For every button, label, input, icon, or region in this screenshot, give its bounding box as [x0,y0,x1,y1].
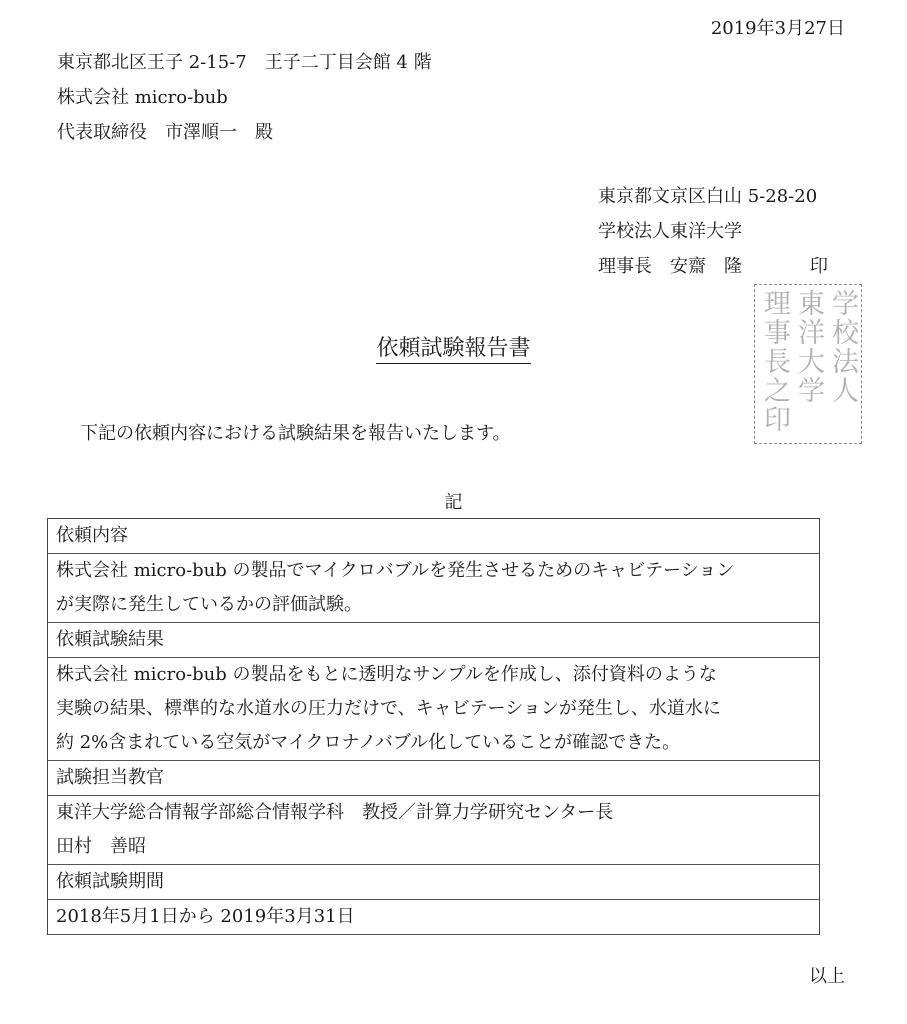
table-section-header [48,761,819,796]
content-line: 田村 善昭 [56,836,146,857]
section-header-label: 依頼内容 [56,525,128,546]
content-line: 株式会社 micro-bub の製品をもとに透明なサンプルを作成し、添付資料のような [56,664,717,685]
table-section-header [48,519,819,554]
seal-column: 理事長之印 [759,289,790,434]
report-table [47,518,820,935]
table-section-content [48,900,819,935]
table-section-header [48,623,819,658]
content-line: 2018年5月1日から 2019年3月31日 [56,906,355,927]
seal-mark: 印 [810,256,828,277]
sender-organization: 学校法人東洋大学 [598,221,742,242]
ki-heading: 記 [444,492,463,513]
intro-text: 下記の依頼内容における試験結果を報告いたします。 [80,423,511,444]
recipient-address: 東京都北区王子 2-15-7 王子二丁目会館 4 階 [57,52,432,73]
document-title: 依頼試験報告書 [376,336,530,364]
closing-text: 以上 [809,966,845,987]
content-line: 株式会社 micro-bub の製品でマイクロバブルを発生させるためのキャビテーション [56,560,735,581]
table-section-content [48,796,819,865]
content-line: が実際に発生しているかの評価試験。 [56,594,362,615]
sender-address: 東京都文京区白山 5-28-20 [598,186,818,207]
seal-column: 東洋大学 [793,289,824,405]
seal-column: 学校法人 [827,289,858,405]
document-date: 2019年3月27日 [710,18,845,39]
recipient-company: 株式会社 micro-bub [57,87,228,108]
section-header-label: 試験担当教官 [56,767,164,788]
document-title-wrap [0,338,907,360]
recipient-representative: 代表取締役 市澤順一 殿 [57,122,273,143]
content-line: 東洋大学総合情報学部総合情報学科 教授／計算力学研究センター長 [56,802,614,823]
section-header-label: 依頼試験期間 [56,871,164,892]
table-section-content [48,554,819,623]
table-section-header [48,865,819,900]
table-section-content [48,658,819,761]
content-line: 実験の結果、標準的な水道水の圧力だけで、キャビテーションが発生し、水道水に [56,698,721,719]
sender-chairman: 理事長 安齋 隆 [598,256,742,277]
content-line: 約 2%含まれている空気がマイクロナノバブル化していることが確認できた。 [56,732,681,753]
section-header-label: 依頼試験結果 [56,629,164,650]
official-seal-stamp [754,284,862,444]
